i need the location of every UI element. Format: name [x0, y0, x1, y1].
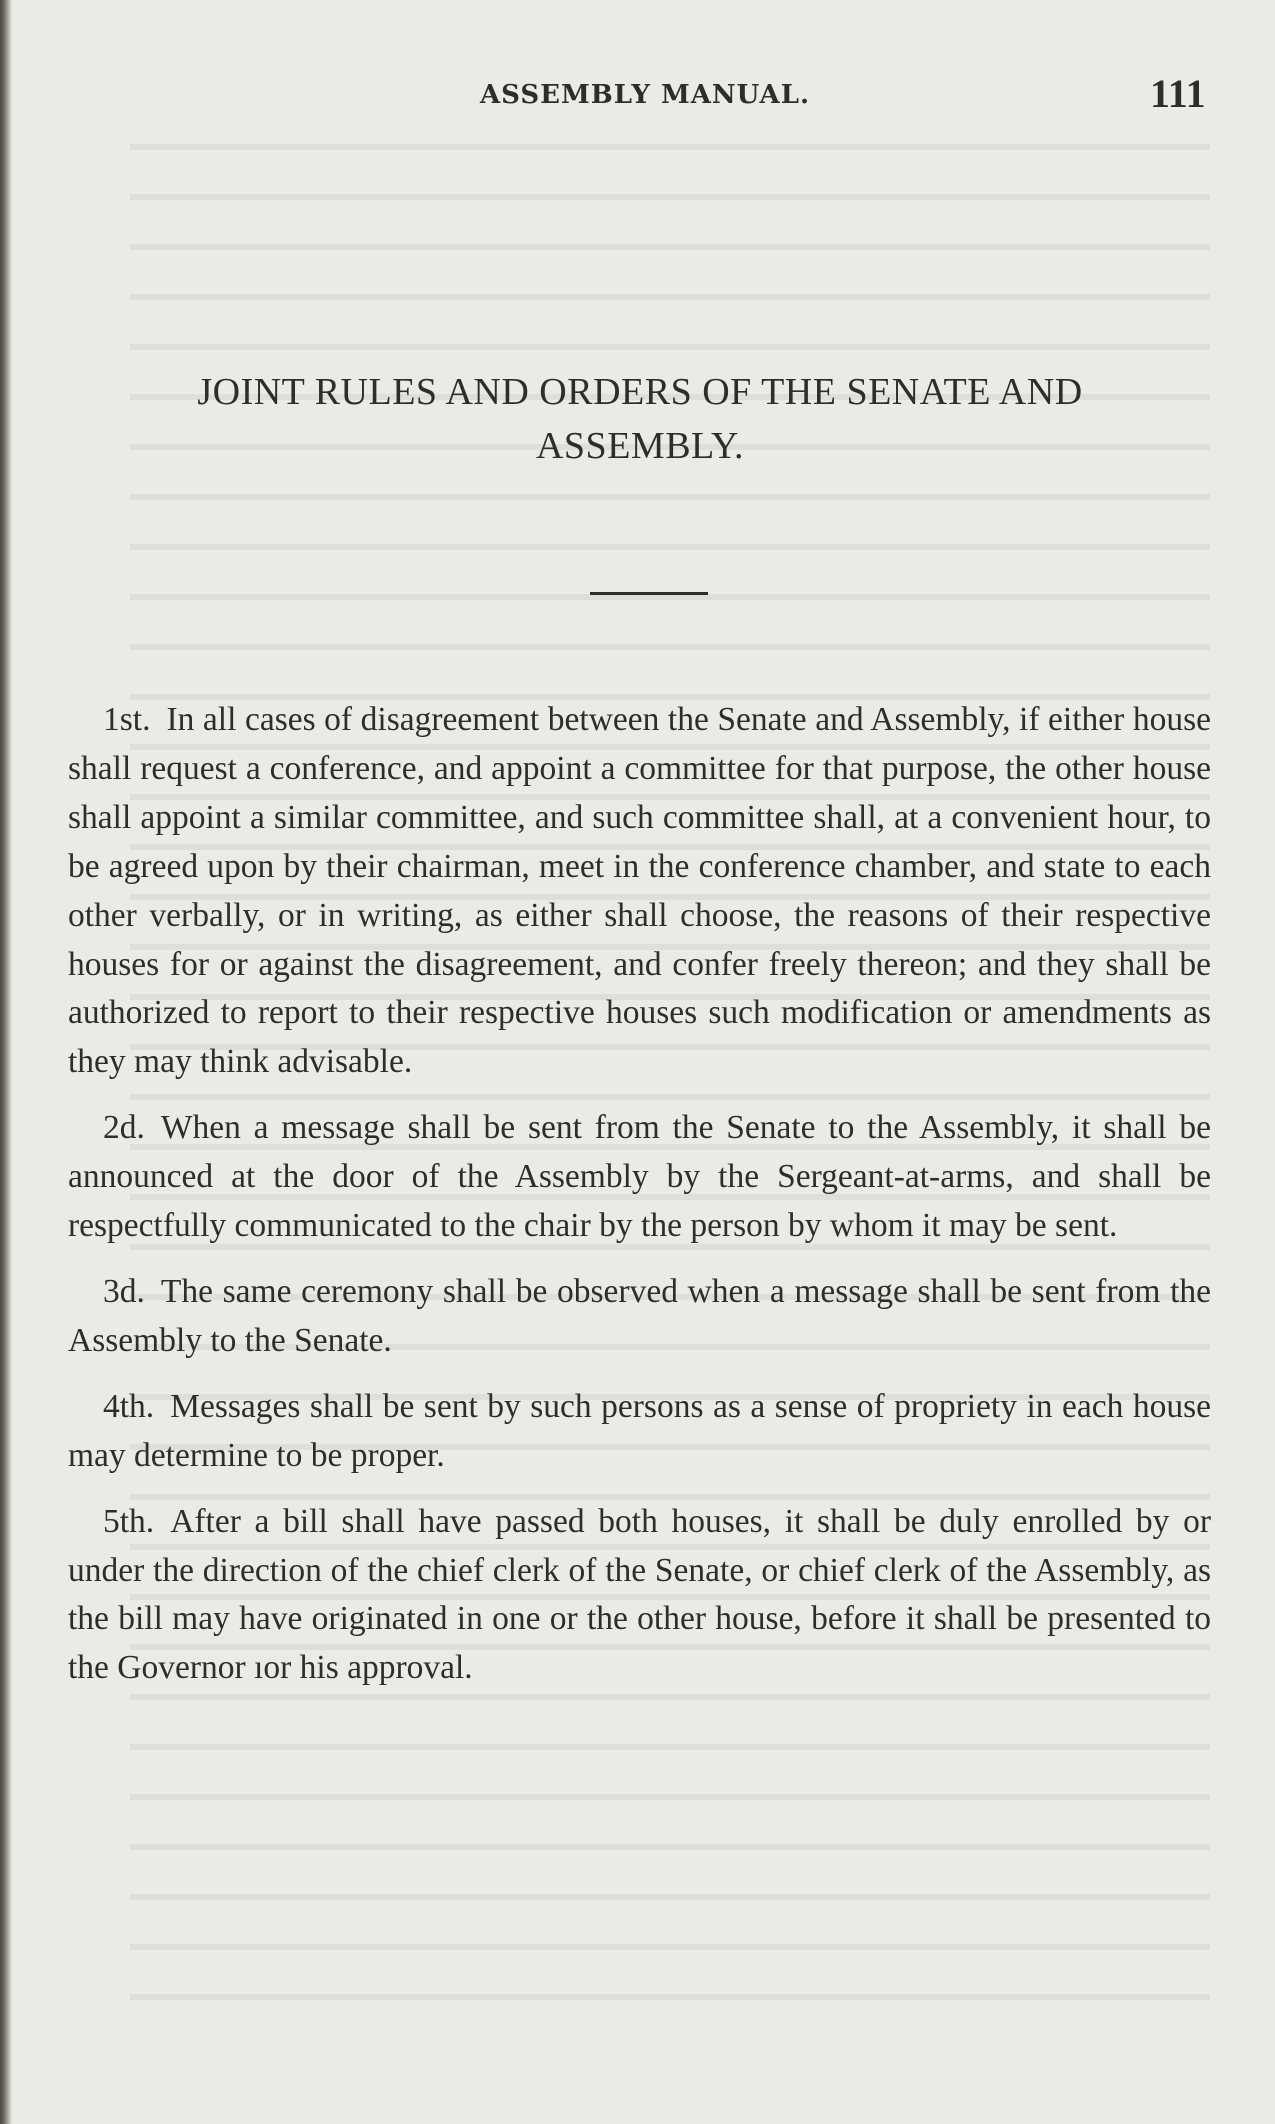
section-title [60, 365, 1220, 473]
rule-text: In all cases of disagreement between the Senate and Assembly, if either house shall request a conference, and appoint a committee for that purpose, the other house shall appoint a similar committee, and such committee shall, at a convenient hour, to be agreed upon by their chairman, meet in the conference chamber, and state to each other verbally, or in writing, as either shall choose, the reasons of their respective houses for or against the disagreement, and confer freely thereon; and they shall be authorized to report to their respective houses such modification or amendments as they may think advisable. [68, 701, 1211, 1081]
running-title: ASSEMBLY MANUAL. [480, 80, 811, 110]
title-divider [590, 592, 708, 595]
book-binding-edge [0, 0, 12, 2124]
rule-text: The same ceremony shall be observed when a message shall be sent from the Assembly to the Senate. [68, 1272, 1211, 1359]
rule-paragraph [68, 1268, 1211, 1366]
page-header [0, 70, 1275, 116]
rule-paragraph [68, 1104, 1211, 1251]
rule-number: 5th. [103, 1502, 155, 1540]
rule-paragraph [68, 1498, 1211, 1694]
rule-text: After a bill shall have passed both houses, it shall be duly enrolled by or under the direction of the chief clerk of the Senate, or chief clerk of the Assembly, as the bill may have originated in one or the other house, before it shall be presented to the Governor ıor his approval. [68, 1502, 1211, 1687]
page-number: 111 [1150, 71, 1206, 116]
rule-number: 2d. [103, 1109, 145, 1147]
rule-number: 3d. [103, 1272, 145, 1310]
rule-number: 4th. [103, 1387, 155, 1425]
rule-number: 1st. [103, 701, 151, 738]
rules-body [68, 696, 1211, 1710]
rule-paragraph [68, 696, 1211, 1087]
rule-text: When a message shall be sent from the Senate to the Assembly, it shall be announced at the door of the Assembly by the Sergeant-at-arms, and shall be respectfully communicated to the chair by the person by whom it may be sent. [68, 1109, 1211, 1245]
section-title-line-2: ASSEMBLY. [535, 425, 744, 467]
section-title-line-1: JOINT RULES AND ORDERS OF THE SENATE AND [197, 371, 1083, 413]
rule-text: Messages shall be sent by such persons as a sense of propriety in each house may determine to be proper. [68, 1387, 1211, 1474]
rule-paragraph [68, 1383, 1211, 1481]
